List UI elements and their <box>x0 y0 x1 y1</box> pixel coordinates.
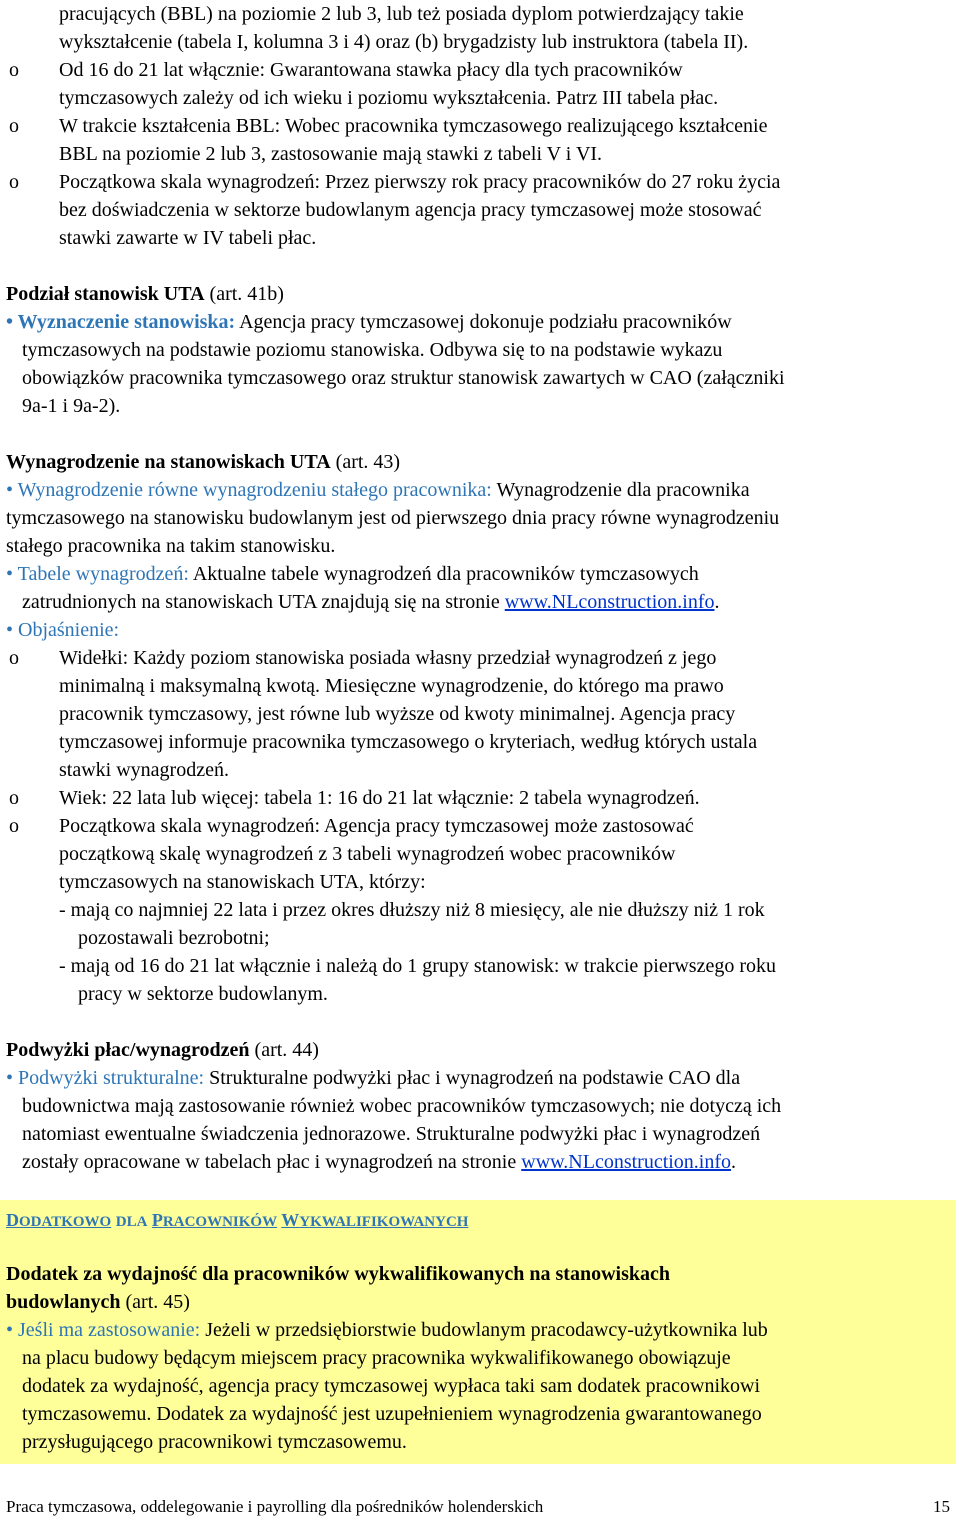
list-item: tymczasowych na stanowiskach UTA, którzy: <box>59 871 426 893</box>
section-heading: budowlanych (art. 45) <box>6 1291 190 1313</box>
text-line: przysługującego pracownikowi tymczasowemu. <box>22 1431 407 1453</box>
dash-item: pracy w sektorze budowlanym. <box>78 983 328 1005</box>
list-item: stawki wynagrodzeń. <box>59 759 229 781</box>
list-item: Wiek: 22 lata lub więcej: tabela 1: 16 do 21 lat włącznie: 2 tabela wynagrodzeń. <box>59 787 700 809</box>
page-number: 15 <box>933 1497 950 1516</box>
list-item: Widełki: Każdy poziom stanowiska posiada własny przedział wynagrodzeń z jego <box>59 647 717 669</box>
text-line: 9a-1 i 9a-2). <box>22 395 121 417</box>
bullet-label: Wynagrodzenie równe wynagrodzeniu stałego pracownika: <box>17 479 492 501</box>
list-item: bez doświadczenia w sektorze budowlanym agencja pracy tymczasowej może stosować <box>59 199 762 221</box>
list-item: stawki zawarte w IV tabeli płac. <box>59 227 317 249</box>
list-item: W trakcie kształcenia BBL: Wobec pracownika tymczasowego realizującego kształcenie <box>59 115 768 137</box>
website-link[interactable]: www.NLconstruction.info <box>504 591 715 613</box>
list-item: Od 16 do 21 lat włącznie: Gwarantowana stawka płacy dla tych pracowników <box>59 59 683 81</box>
list-marker: o <box>9 115 19 137</box>
section-heading: Podwyżki płac/wynagrodzeń (art. 44) <box>6 1039 319 1061</box>
section-heading: Wynagrodzenie na stanowiskach UTA (art. 43) <box>6 451 401 473</box>
text-line: tymczasowego na stanowisku budowlanym jest od pierwszego dnia pracy równe wynagrodzeniu <box>6 507 780 529</box>
list-item: pracownik tymczasowy, jest równe lub wyższe od kwoty minimalnej. Agencja pracy <box>59 703 736 725</box>
text-line: zatrudnionych na stanowiskach UTA znajdują się na stronie www.NLconstruction.info. <box>22 591 720 613</box>
list-marker: o <box>9 787 19 809</box>
bullet-paragraph: • Objaśnienie: <box>6 619 120 641</box>
list-marker: o <box>9 815 19 837</box>
list-item: tymczasowych zależy od ich wieku i poziomu wykształcenia. Patrz III tabela płac. <box>59 87 719 109</box>
bullet-label: Tabele wynagrodzeń: <box>17 563 189 585</box>
list-marker: o <box>9 59 19 81</box>
text-line: stałego pracownika na takim stanowisku. <box>6 535 336 557</box>
section-heading: Podział stanowisk UTA (art. 41b) <box>6 283 284 305</box>
bullet-paragraph: • Tabele wynagrodzeń: Aktualne tabele wynagrodzeń dla pracowników tymczasowych <box>6 563 699 585</box>
bullet-paragraph: • Podwyżki strukturalne: Strukturalne podwyżki płac i wynagrodzeń na podstawie CAO dla <box>6 1067 741 1089</box>
text-line: wykształcenie (tabela I, kolumna 3 i 4) oraz (b) brygadzisty lub instruktora (tabela II). <box>59 31 749 53</box>
bullet-paragraph: • Wynagrodzenie równe wynagrodzeniu stałego pracownika: Wynagrodzenie dla pracownika <box>6 479 750 501</box>
bullet-label: Wyznaczenie stanowiska: <box>17 311 236 333</box>
text-line: obowiązków pracownika tymczasowego oraz struktur stanowisk zawartych w CAO (załączniki <box>22 367 785 389</box>
website-link[interactable]: www.NLconstruction.info <box>521 1151 732 1173</box>
text-line: zostały opracowane w tabelach płac i wynagrodzeń na stronie www.NLconstruction.info. <box>22 1151 737 1173</box>
bullet-label: Podwyżki strukturalne: <box>18 1067 205 1089</box>
text-line: dodatek za wydajność, agencja pracy tymczasowej wypłaca taki sam dodatek pracownikowi <box>22 1375 761 1397</box>
bullet-label: Objaśnienie: <box>18 619 120 641</box>
list-item: Początkowa skala wynagrodzeń: Przez pierwszy rok pracy pracowników do 27 roku życia <box>59 171 781 193</box>
list-item: tymczasowej informuje pracownika tymczasowego o kryteriach, według których ustala <box>59 731 758 753</box>
bullet-paragraph: • Jeśli ma zastosowanie: Jeżeli w przedsiębiorstwie budowlanym pracodawcy-użytkownika lub <box>6 1319 768 1341</box>
text-line: tymczasowych na podstawie poziomu stanowiska. Odbywa się to na podstawie wykazu <box>22 339 723 361</box>
list-marker: o <box>9 171 19 193</box>
text-line: na placu budowy będącym miejscem pracy pracownika wykwalifikowanego obowiązuje <box>22 1347 731 1369</box>
text-line: pracujących (BBL) na poziomie 2 lub 3, lub też posiada dyplom potwierdzający takie <box>59 3 744 25</box>
bullet-paragraph: • Wyznaczenie stanowiska: Agencja pracy tymczasowej dokonuje podziału pracowników <box>6 311 732 333</box>
section-title: DODATKOWO DLA PRACOWNIKÓW WYKWALIFIKOWANYCH <box>6 1210 469 1230</box>
section-heading: Dodatek za wydajność dla pracowników wykwalifikowanych na stanowiskach <box>6 1263 670 1285</box>
list-item: minimalną i maksymalną kwotą. Miesięczne wynagrodzenie, do którego ma prawo <box>59 675 724 697</box>
dash-item: - mają od 16 do 21 lat włącznie i należą do 1 grupy stanowisk: w trakcie pierwszego roku <box>59 955 777 977</box>
text-line: natomiast ewentualne świadczenia jednorazowe. Strukturalne podwyżki płac i wynagrodzeń <box>22 1123 761 1145</box>
text-line: tymczasowemu. Dodatek za wydajność jest uzupełnieniem wynagrodzenia gwarantowanego <box>22 1403 762 1425</box>
list-item: Początkowa skala wynagrodzeń: Agencja pracy tymczasowej może zastosować <box>59 815 694 837</box>
dash-item: - mają co najmniej 22 lata i przez okres dłuższy niż 8 miesięcy, ale nie dłuższy niż 1 rok <box>59 899 765 921</box>
dash-item: pozostawali bezrobotni; <box>78 927 270 949</box>
list-item: BBL na poziomie 2 lub 3, zastosowanie mają stawki z tabeli V i VI. <box>59 143 603 165</box>
bullet-label: Jeśli ma zastosowanie: <box>18 1319 201 1341</box>
list-item: początkową skalę wynagrodzeń z 3 tabeli wynagrodzeń wobec pracowników <box>59 843 676 865</box>
list-marker: o <box>9 647 19 669</box>
text-line: budownictwa mają zastosowanie również wobec pracowników tymczasowych; nie dotyczą ich <box>22 1095 782 1117</box>
footer-text: Praca tymczasowa, oddelegowanie i payrolling dla pośredników holenderskich <box>6 1497 544 1516</box>
